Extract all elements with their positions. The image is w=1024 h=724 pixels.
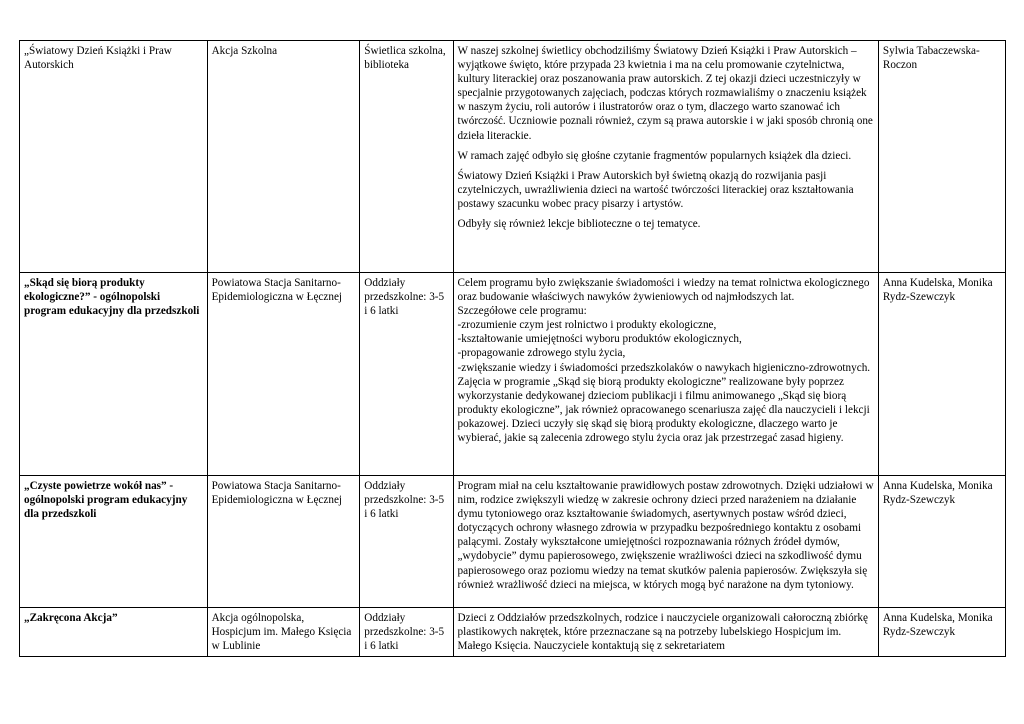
table-row — [20, 476, 1006, 608]
description-paragraph: -propagowanie zdrowego stylu życia, — [457, 347, 626, 360]
description-paragraph: Program miał na celu kształtowanie prawidłowych postaw zdrowotnych. Dzięki udziałowi w nim, rodzice zwiększyli wiedzę w zakresie ochrony dzieci przed narażeniem na działanie dymu tytoniowego oraz kształtowanie świadomych, asertywnych postaw wśród dzieci, dotyczących ochrony własnego zdrowia w przypadku bezpośredniego kontaktu z osobami palącymi. Zostały wykształcone umiejętności rozpoznawania różnych źródeł dymów, „wydobycie” dymu papierosowego, zwiększenie wrażliwości dzieci na szkodliwość dymu papierosowego oraz poziomu wiedzy na temat skutków palenia papierosów. Zwiększyła się również wrażliwość dzieci na miejsca, w których mogą być narażone na dym tytoniowy. — [457, 480, 874, 591]
activity-participants: Oddziały przedszkolne: 3-5 i 6 latki — [360, 476, 453, 608]
description-paragraph: Dzieci z Oddziałów przedszkolnych, rodzice i nauczyciele organizowali całoroczną zbiórkę plastikowych nakrętek, które przeznaczane są na potrzeby lubelskiego Hospicjum im. Małego Księcia. Nauczyciele kontaktują się z sekretariatem — [457, 612, 868, 653]
activity-title: „Światowy Dzień Książki i Praw Autorskich — [20, 41, 208, 273]
description-paragraph: Odbyły się również lekcje biblioteczne o tej tematyce. — [457, 218, 701, 231]
table-row — [20, 608, 1006, 657]
activity-organizer: Powiatowa Stacja Sanitarno-Epidemiologiczna w Łęcznej — [207, 476, 360, 608]
activity-coordinators: Anna Kudelska, Monika Rydz-Szewczyk — [878, 273, 1005, 476]
table-row — [20, 41, 1006, 273]
activity-coordinators: Anna Kudelska, Monika Rydz-Szewczyk — [878, 608, 1005, 657]
table-row — [20, 273, 1006, 476]
activity-participants: Oddziały przedszkolne: 3-5 i 6 latki — [360, 608, 453, 657]
description-paragraph: Celem programu było zwiększanie świadomości i wiedzy na temat rolnictwa ekologicznego oraz budowanie właściwych nawyków żywieniowych od najmłodszych lat. — [457, 277, 870, 304]
description-paragraph: W ramach zajęć odbyło się głośne czytanie fragmentów popularnych książek dla dzieci. — [457, 149, 852, 162]
description-paragraph: -zwiększanie wiedzy i świadomości przedszkolaków o nawykach higieniczno-zdrowotnych. — [457, 361, 871, 374]
activity-organizer: Powiatowa Stacja Sanitarno-Epidemiologiczna w Łęcznej — [207, 273, 360, 476]
description-paragraph: Zajęcia w programie „Skąd się biorą produkty ekologiczne” realizowane były poprzez wykorzystanie dedykowanej dzieciom publikacji i filmu animowanego „Skąd się biorą produkty ekologiczne”, jak również opracowanego scenariusza zajęć dla nauczycieli i lekcji pokazowej. Dzieci uczyły się skąd się biorą produkty ekologiczne, dlaczego warto je wybierać, jakie są zalecenia zdrowego stylu życia oraz jak przestrzegać zasad higieny. — [457, 375, 870, 445]
activity-organizer: Akcja ogólnopolska, Hospicjum im. Małego Księcia w Lublinie — [207, 608, 360, 657]
activity-description — [453, 273, 878, 476]
description-paragraph: -zrozumienie czym jest rolnictwo i produkty ekologiczne, — [457, 319, 717, 332]
activity-title: „Czyste powietrze wokół nas” - ogólnopolski program edukacyjny dla przedszkoli — [20, 476, 208, 608]
activity-organizer: Akcja Szkolna — [207, 41, 360, 273]
activity-description — [453, 476, 878, 608]
activity-participants: Oddziały przedszkolne: 3-5 i 6 latki — [360, 273, 453, 476]
description-paragraph: Szczegółowe cele programu: — [457, 305, 587, 318]
activity-description — [453, 41, 878, 273]
description-paragraph: W naszej szkolnej świetlicy obchodziliśmy Światowy Dzień Książki i Praw Autorskich – wyjątkowe święto, które przypada 23 kwietnia i ma na celu promowanie czytelnictwa, kultury literackiej oraz poszanowania praw autorskich. Z tej okazji dzieci uczestniczyły w specjalnie przygotowanych zajęciach, podczas których rozmawialiśmy o znaczeniu książek w naszym życiu, roli autorów i ilustratorów oraz o tym, dlaczego warto szanować ich twórczość. Uczniowie poznali również, czym są prawa autorskie i w jaki sposób chronią one dzieła literackie. — [457, 45, 873, 142]
activity-description — [453, 608, 878, 657]
activity-title: „Skąd się biorą produkty ekologiczne?” - ogólnopolski program edukacyjny dla przedszkoli — [20, 273, 208, 476]
description-paragraph: -kształtowanie umiejętności wyboru produktów ekologicznych, — [457, 333, 742, 346]
activities-table — [19, 40, 1006, 657]
activity-title: „Zakręcona Akcja” — [20, 608, 208, 657]
activity-participants: Świetlica szkolna, biblioteka — [360, 41, 453, 273]
activity-coordinators: Sylwia Tabaczewska-Roczon — [878, 41, 1005, 273]
description-paragraph: Światowy Dzień Książki i Praw Autorskich był świetną okazją do rozwijania pasji czytelniczych, uwrażliwienia dzieci na wartość twórczości literackiej oraz kształtowania postawy szacunku wobec pracy pisarzy i artystów. — [457, 169, 854, 210]
activity-coordinators: Anna Kudelska, Monika Rydz-Szewczyk — [878, 476, 1005, 608]
